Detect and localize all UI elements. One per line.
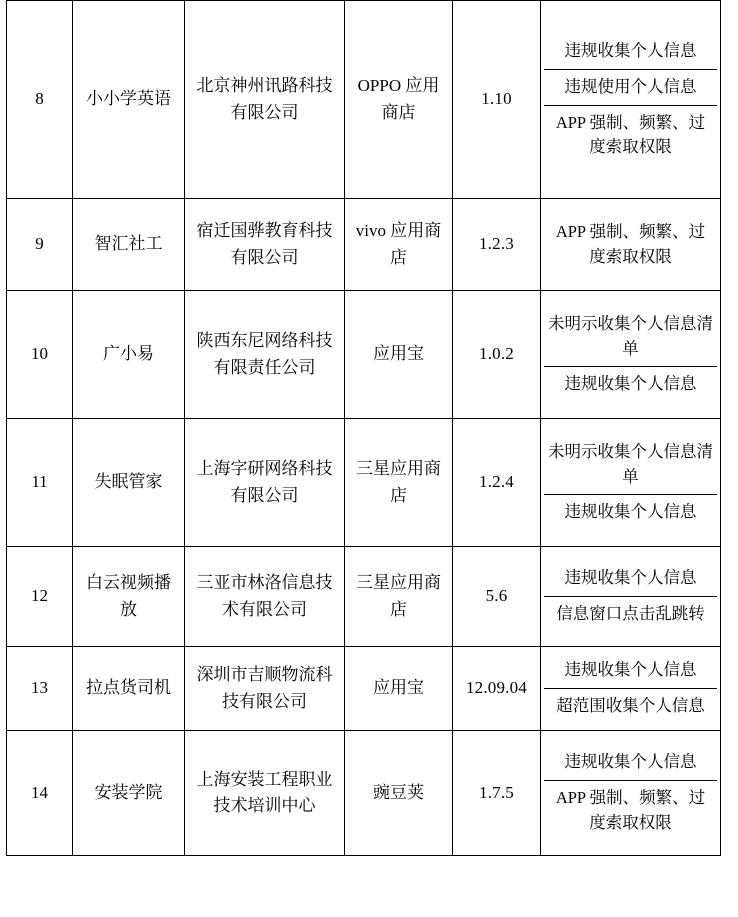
issue-row xyxy=(544,495,717,530)
cell-developer xyxy=(185,291,345,419)
cell-version-text: 1.2.3 xyxy=(479,234,514,254)
cell-version xyxy=(453,731,541,856)
cell-developer-text: 北京神州讯路科技有限公司 xyxy=(196,76,333,122)
issue-row xyxy=(544,215,717,275)
cell-issues xyxy=(541,291,721,419)
cell-app-store xyxy=(345,647,453,731)
issue-text: APP 强制、频繁、过度索取权限 xyxy=(555,788,706,832)
issue-text: 超范围收集个人信息 xyxy=(556,696,705,715)
issue-text: 未明示收集个人信息清单 xyxy=(544,307,717,367)
cell-app-name-text: 拉点货司机 xyxy=(86,678,171,698)
issue-row xyxy=(544,34,717,69)
issue-list xyxy=(544,34,717,165)
issue-list xyxy=(544,653,717,724)
cell-developer-text: 三亚市林洛信息技术有限公司 xyxy=(196,573,333,619)
issue-row xyxy=(544,307,717,367)
cell-app-store xyxy=(345,199,453,291)
issue-text: 信息窗口点击乱跳转 xyxy=(556,604,705,623)
cell-issues xyxy=(541,1,721,199)
cell-issues xyxy=(541,647,721,731)
table-row xyxy=(7,199,721,291)
table-row xyxy=(7,731,721,856)
cell-index xyxy=(7,419,73,547)
cell-app-name xyxy=(73,731,185,856)
cell-developer-text: 陕西东尼网络科技有限责任公司 xyxy=(196,331,333,377)
cell-version xyxy=(453,547,541,647)
cell-version xyxy=(453,199,541,291)
issue-row xyxy=(544,689,717,724)
issue-row xyxy=(544,435,717,495)
cell-app-store-text: 豌豆荚 xyxy=(373,782,424,802)
cell-version-text: 1.10 xyxy=(481,89,512,109)
issue-list xyxy=(544,435,717,530)
cell-index-text: 14 xyxy=(31,782,48,802)
cell-developer xyxy=(185,199,345,291)
cell-index xyxy=(7,547,73,647)
cell-index xyxy=(7,291,73,419)
cell-app-name xyxy=(73,419,185,547)
cell-app-store-text: 应用宝 xyxy=(373,678,424,698)
cell-app-name-text: 失眠管家 xyxy=(94,472,163,492)
cell-app-name-text: 小小学英语 xyxy=(86,89,171,109)
cell-app-store-text: 三星应用商店 xyxy=(356,573,441,619)
cell-version-text: 1.7.5 xyxy=(479,782,514,802)
cell-index xyxy=(7,1,73,199)
cell-index xyxy=(7,199,73,291)
cell-index-text: 10 xyxy=(31,344,48,364)
issue-text: 违规收集个人信息 xyxy=(564,502,697,522)
cell-app-store xyxy=(345,731,453,856)
cell-issues xyxy=(541,547,721,647)
cell-version xyxy=(453,647,541,731)
violating-apps-table xyxy=(6,0,721,856)
issue-text: 未明示收集个人信息清单 xyxy=(544,435,717,495)
cell-index-text: 13 xyxy=(31,678,48,698)
cell-app-store xyxy=(345,419,453,547)
issue-row xyxy=(544,781,717,841)
cell-developer xyxy=(185,1,345,199)
cell-app-name xyxy=(73,291,185,419)
issue-text: APP 强制、频繁、过度索取权限 xyxy=(555,221,706,266)
cell-version xyxy=(453,291,541,419)
cell-app-store-text: vivo 应用商店 xyxy=(355,221,442,267)
table-row xyxy=(7,547,721,647)
cell-app-store-text: OPPO 应用商店 xyxy=(357,76,440,122)
cell-version-text: 5.6 xyxy=(485,586,508,606)
issue-row xyxy=(544,745,717,780)
cell-index-text: 9 xyxy=(35,234,44,254)
issue-row xyxy=(544,105,717,165)
cell-version-text: 1.2.4 xyxy=(479,472,514,492)
cell-app-store-text: 三星应用商店 xyxy=(356,459,441,505)
cell-app-name-text: 安装学院 xyxy=(94,782,163,802)
cell-issues xyxy=(541,419,721,547)
cell-app-name xyxy=(73,199,185,291)
cell-issues xyxy=(541,199,721,291)
cell-index xyxy=(7,731,73,856)
issue-text: 违规收集个人信息 xyxy=(544,34,717,69)
cell-developer xyxy=(185,731,345,856)
cell-developer xyxy=(185,647,345,731)
issue-text: 违规收集个人信息 xyxy=(544,561,717,596)
issue-row xyxy=(544,367,717,402)
issue-text: APP 强制、频繁、过度索取权限 xyxy=(555,112,706,157)
issue-text: 违规收集个人信息 xyxy=(544,653,717,688)
table-row xyxy=(7,419,721,547)
table-row xyxy=(7,647,721,731)
cell-developer xyxy=(185,419,345,547)
cell-app-store xyxy=(345,291,453,419)
cell-version-text: 12.09.04 xyxy=(465,678,528,698)
cell-app-store-text: 应用宝 xyxy=(373,344,424,364)
issue-row xyxy=(544,597,717,632)
cell-developer-text: 上海字研网络科技有限公司 xyxy=(196,459,333,505)
cell-app-name xyxy=(73,1,185,199)
cell-version xyxy=(453,1,541,199)
issue-list xyxy=(544,215,717,275)
cell-developer-text: 上海安装工程职业技术培训中心 xyxy=(196,769,333,815)
issue-list xyxy=(544,307,717,402)
cell-version xyxy=(453,419,541,547)
cell-app-name xyxy=(73,547,185,647)
cell-developer-text: 深圳市吉顺物流科技有限公司 xyxy=(196,665,333,711)
issue-row xyxy=(544,69,717,105)
issue-text: 违规使用个人信息 xyxy=(544,69,717,105)
cell-app-name xyxy=(73,647,185,731)
table-row xyxy=(7,291,721,419)
cell-app-store xyxy=(345,1,453,199)
cell-index-text: 8 xyxy=(35,89,44,109)
cell-app-name-text: 白云视频播放 xyxy=(86,573,171,619)
cell-version-text: 1.0.2 xyxy=(479,344,514,364)
cell-app-name-text: 智汇社工 xyxy=(94,234,163,254)
issue-text: 违规收集个人信息 xyxy=(564,374,697,394)
cell-index xyxy=(7,647,73,731)
issue-row xyxy=(544,653,717,688)
issue-list xyxy=(544,561,717,632)
cell-index-text: 11 xyxy=(31,472,48,492)
cell-issues xyxy=(541,731,721,856)
cell-developer xyxy=(185,547,345,647)
cell-app-store xyxy=(345,547,453,647)
issue-text: 违规收集个人信息 xyxy=(544,745,717,780)
cell-app-name-text: 广小易 xyxy=(103,344,154,364)
table-body xyxy=(7,1,721,856)
issue-list xyxy=(544,745,717,840)
cell-developer-text: 宿迁国骅教育科技有限公司 xyxy=(196,221,333,267)
table-row xyxy=(7,1,721,199)
cell-index-text: 12 xyxy=(31,586,48,606)
issue-row xyxy=(544,561,717,596)
